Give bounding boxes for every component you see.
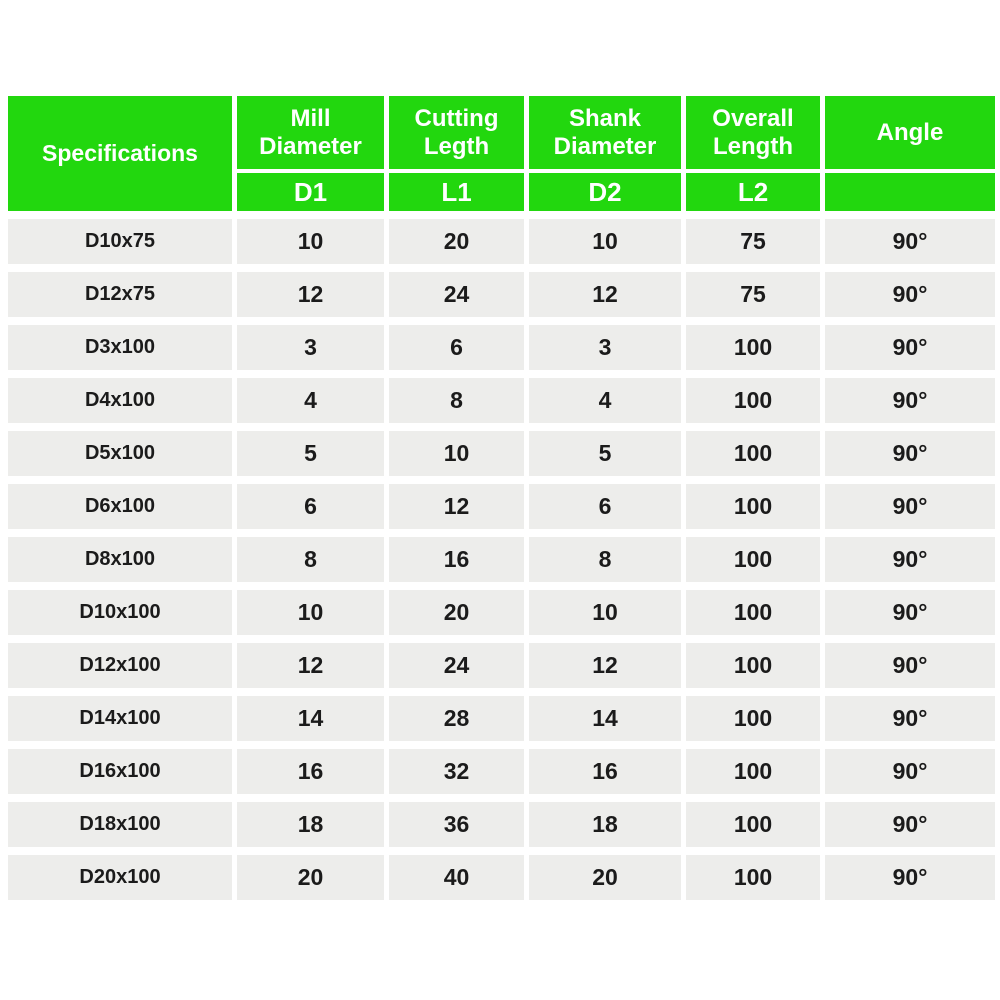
row-spec-label: D10x75 [8, 219, 232, 264]
specifications-table [8, 96, 995, 900]
table-cell: 10 [529, 590, 681, 635]
header-overall-length: Overall Length [686, 96, 820, 169]
subheader-l1: L1 [389, 173, 524, 211]
table-cell: 90° [825, 537, 995, 582]
table-cell: 90° [825, 325, 995, 370]
row-spec-label: D3x100 [8, 325, 232, 370]
table-cell: 4 [529, 378, 681, 423]
table-cell: 90° [825, 431, 995, 476]
header-cutting-length: Cutting Legth [389, 96, 524, 169]
table-cell: 90° [825, 590, 995, 635]
subheader-l2: L2 [686, 173, 820, 211]
table-cell: 4 [237, 378, 384, 423]
table-cell: 16 [237, 749, 384, 794]
table-cell: 100 [686, 802, 820, 847]
table-cell: 20 [389, 219, 524, 264]
table-cell: 6 [237, 484, 384, 529]
table-cell: 20 [237, 855, 384, 900]
table-cell: 100 [686, 325, 820, 370]
table-cell: 6 [389, 325, 524, 370]
table-cell: 8 [389, 378, 524, 423]
table-cell: 90° [825, 272, 995, 317]
table-cell: 5 [529, 431, 681, 476]
row-spec-label: D8x100 [8, 537, 232, 582]
table-cell: 16 [529, 749, 681, 794]
table-cell: 3 [529, 325, 681, 370]
header-mill-diameter: Mill Diameter [237, 96, 384, 169]
table-cell: 90° [825, 643, 995, 688]
row-spec-label: D10x100 [8, 590, 232, 635]
table-cell: 75 [686, 272, 820, 317]
table-cell: 8 [237, 537, 384, 582]
header-angle: Angle [825, 96, 995, 169]
table-header [8, 96, 995, 211]
table-cell: 100 [686, 749, 820, 794]
row-spec-label: D4x100 [8, 378, 232, 423]
table-cell: 90° [825, 696, 995, 741]
table-cell: 75 [686, 219, 820, 264]
table-cell: 10 [529, 219, 681, 264]
table-cell: 100 [686, 643, 820, 688]
table-body [8, 219, 995, 900]
table-cell: 24 [389, 643, 524, 688]
table-cell: 10 [237, 219, 384, 264]
table-cell: 12 [237, 272, 384, 317]
table-cell: 10 [237, 590, 384, 635]
table-cell: 5 [237, 431, 384, 476]
table-cell: 28 [389, 696, 524, 741]
row-spec-label: D18x100 [8, 802, 232, 847]
table-cell: 90° [825, 855, 995, 900]
table-cell: 12 [529, 643, 681, 688]
row-spec-label: D20x100 [8, 855, 232, 900]
table-cell: 12 [389, 484, 524, 529]
subheader-d1: D1 [237, 173, 384, 211]
table-cell: 10 [389, 431, 524, 476]
table-cell: 100 [686, 537, 820, 582]
table-cell: 16 [389, 537, 524, 582]
table-cell: 36 [389, 802, 524, 847]
table-cell: 100 [686, 590, 820, 635]
row-spec-label: D12x75 [8, 272, 232, 317]
table-cell: 32 [389, 749, 524, 794]
table-cell: 40 [389, 855, 524, 900]
table-cell: 90° [825, 749, 995, 794]
table-cell: 90° [825, 802, 995, 847]
table-cell: 12 [529, 272, 681, 317]
table-cell: 100 [686, 431, 820, 476]
table-cell: 100 [686, 484, 820, 529]
table-cell: 90° [825, 219, 995, 264]
table-cell: 18 [529, 802, 681, 847]
table-cell: 12 [237, 643, 384, 688]
table-cell: 90° [825, 378, 995, 423]
subheader-angle-empty [825, 173, 995, 211]
table-cell: 8 [529, 537, 681, 582]
table-cell: 20 [529, 855, 681, 900]
table-cell: 14 [529, 696, 681, 741]
table-cell: 3 [237, 325, 384, 370]
row-spec-label: D5x100 [8, 431, 232, 476]
table-cell: 20 [389, 590, 524, 635]
subheader-d2: D2 [529, 173, 681, 211]
table-cell: 100 [686, 378, 820, 423]
row-spec-label: D12x100 [8, 643, 232, 688]
table-cell: 24 [389, 272, 524, 317]
table-cell: 100 [686, 696, 820, 741]
header-specifications: Specifications [8, 96, 232, 211]
table-cell: 100 [686, 855, 820, 900]
row-spec-label: D6x100 [8, 484, 232, 529]
table-cell: 90° [825, 484, 995, 529]
table-cell: 6 [529, 484, 681, 529]
header-shank-diameter: Shank Diameter [529, 96, 681, 169]
row-spec-label: D14x100 [8, 696, 232, 741]
table-cell: 18 [237, 802, 384, 847]
table-cell: 14 [237, 696, 384, 741]
row-spec-label: D16x100 [8, 749, 232, 794]
